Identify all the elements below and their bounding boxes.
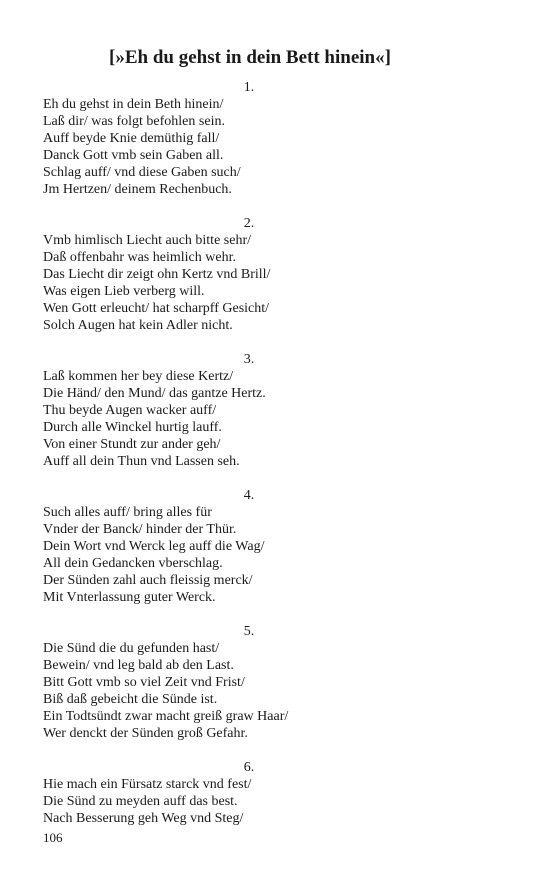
verse-line: Wen Gott erleucht/ hat scharpff Gesicht/: [43, 301, 270, 316]
stanza-4: [43, 487, 463, 606]
stanza-number: 5.: [243, 624, 255, 639]
verse-line: Auff all dein Thun vnd Lassen seh.: [43, 454, 240, 469]
stanza-3: [43, 351, 463, 470]
verse-line: Die Sünd zu meyden auff das best.: [43, 794, 238, 809]
verse-line: Der Sünden zahl auch fleissig merck/: [43, 573, 253, 588]
stanza-6: [43, 759, 463, 827]
stanza-2: [43, 215, 463, 334]
verse-line: Auff beyde Knie demüthig fall/: [43, 131, 220, 146]
stanza-number: 4.: [243, 488, 255, 503]
verse-line: Was eigen Lieb verberg will.: [43, 284, 205, 299]
verse-line: Wer denckt der Sünden groß Gefahr.: [43, 726, 248, 741]
verse-line: Jm Hertzen/ deinem Rechenbuch.: [43, 182, 232, 197]
poem: [43, 79, 463, 844]
verse-line: Vnder der Banck/ hinder der Thür.: [43, 522, 237, 537]
verse-line: Von einer Stundt zur ander geh/: [43, 437, 221, 452]
verse-line: Laß dir/ was folgt befohlen sein.: [43, 114, 225, 129]
page-number: 106: [43, 830, 63, 845]
verse-line: Dein Wort vnd Werck leg auff die Wag/: [43, 539, 265, 554]
verse-line: Die Sünd die du gefunden hast/: [43, 641, 220, 656]
verse-line: Vmb himlisch Liecht auch bitte sehr/: [43, 233, 252, 248]
verse-line: Biß daß gebeicht die Sünde ist.: [43, 692, 218, 707]
stanza-number: 6.: [243, 760, 255, 775]
verse-line: Danck Gott vmb sein Gaben all.: [43, 148, 224, 163]
verse-line: Bitt Gott vmb so viel Zeit vnd Frist/: [43, 675, 245, 690]
verse-line: Bewein/ vnd leg bald ab den Last.: [43, 658, 234, 673]
stanza-1: [43, 79, 463, 198]
stanza-number: 2.: [243, 216, 255, 231]
verse-line: Daß offenbahr was heimlich wehr.: [43, 250, 236, 265]
stanza-number: 3.: [243, 352, 255, 367]
stanza-number: 1.: [243, 80, 255, 95]
verse-line: Hie mach ein Fürsatz starck vnd fest/: [43, 777, 252, 792]
verse-line: Mit Vnterlassung guter Werck.: [43, 590, 216, 605]
verse-line: All dein Gedancken vberschlag.: [43, 556, 223, 571]
verse-line: Eh du gehst in dein Beth hinein/: [43, 97, 224, 112]
verse-line: Solch Augen hat kein Adler nicht.: [43, 318, 233, 333]
verse-line: Thu beyde Augen wacker auff/: [43, 403, 217, 418]
verse-line: Die Händ/ den Mund/ das gantze Hertz.: [43, 386, 266, 401]
verse-line: Such alles auff/ bring alles für: [43, 505, 212, 520]
verse-line: Durch alle Winckel hurtig lauff.: [43, 420, 222, 435]
verse-line: Schlag auff/ vnd diese Gaben such/: [43, 165, 241, 180]
stanza-5: [43, 623, 463, 742]
verse-line: Nach Besserung geh Weg vnd Steg/: [43, 811, 244, 826]
verse-line: Laß kommen her bey diese Kertz/: [43, 369, 234, 384]
verse-line: Ein Todtsündt zwar macht greiß graw Haar/: [43, 709, 289, 724]
page-title: [»Eh du gehst in dein Bett hinein«]: [109, 47, 391, 68]
verse-line: Das Liecht dir zeigt ohn Kertz vnd Brill/: [43, 267, 271, 282]
